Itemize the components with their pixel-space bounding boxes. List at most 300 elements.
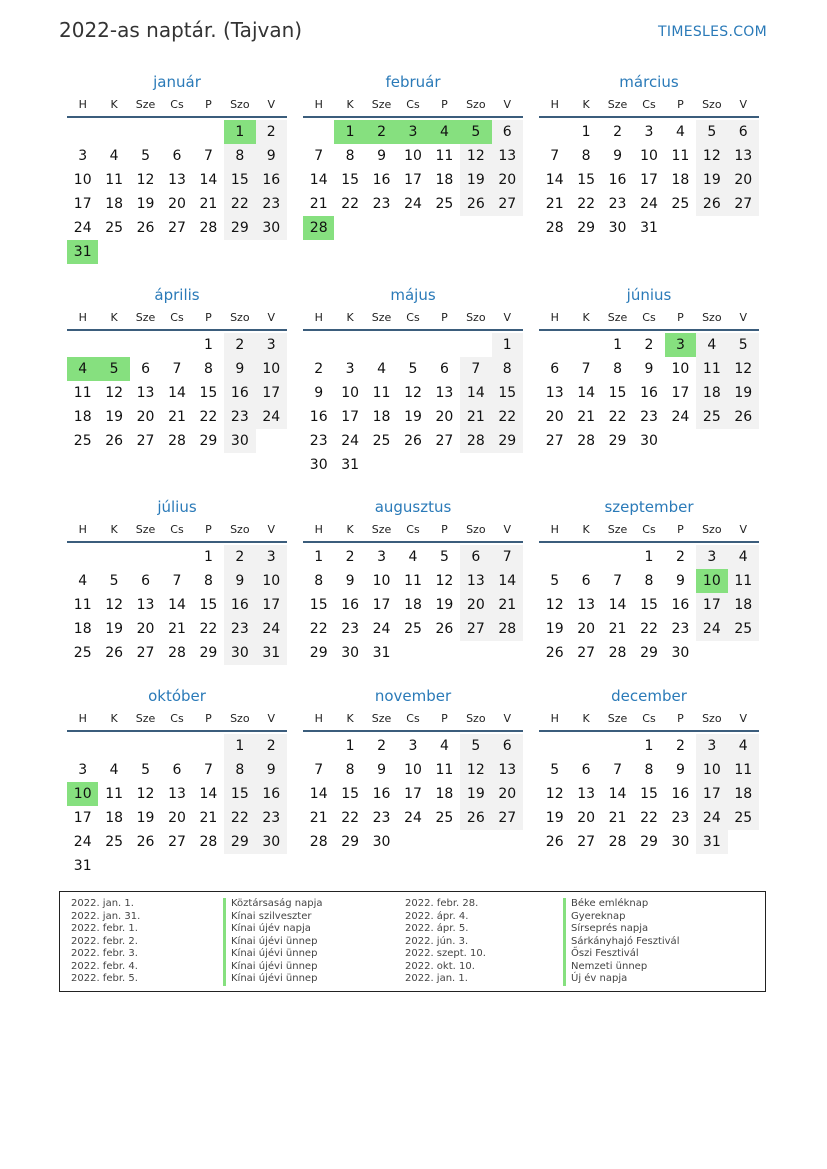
day-cell: 18 <box>728 593 759 617</box>
day-cell: 28 <box>545 220 564 236</box>
day-cell: 26 <box>545 645 564 661</box>
day-cell: 14 <box>492 569 523 593</box>
weekday-label: P <box>677 712 684 725</box>
empty-cell <box>130 120 161 144</box>
day-cell: 25 <box>105 220 124 236</box>
day-cell: 14 <box>460 381 491 405</box>
day-cell: 18 <box>372 409 391 425</box>
month-április <box>67 283 287 453</box>
day-cell: 24 <box>404 196 422 212</box>
day-cell: 11 <box>105 172 124 188</box>
day-cell: 30 <box>671 645 690 661</box>
day-cell: 8 <box>644 573 654 589</box>
day-cell: 12 <box>105 597 124 613</box>
day-cell: 8 <box>581 148 591 164</box>
weekday-label: Szo <box>702 98 722 111</box>
empty-cell <box>602 734 633 758</box>
holiday-date: 2022. febr. 2. <box>71 935 138 947</box>
weekday-label: P <box>677 523 684 536</box>
day-cell: 2 <box>675 549 685 565</box>
day-cell: 26 <box>404 433 422 449</box>
weekday-label: K <box>582 523 590 536</box>
day-cell: 16 <box>309 409 328 425</box>
day-cell: 7 <box>172 361 182 377</box>
weekday-label: Cs <box>170 98 184 111</box>
day-cell: 28 <box>309 834 328 850</box>
month-title: április <box>154 286 200 304</box>
day-cell: 31 <box>372 645 391 661</box>
day-grid <box>539 333 759 453</box>
weekday-label: V <box>503 98 511 111</box>
day-cell: 7 <box>550 148 560 164</box>
day-cell: 13 <box>577 786 596 802</box>
day-cell: 22 <box>341 196 360 212</box>
empty-cell <box>161 120 192 144</box>
day-cell: 18 <box>105 196 124 212</box>
day-cell: 26 <box>136 834 155 850</box>
day-cell: 18 <box>73 409 92 425</box>
weekday-label: K <box>582 311 590 324</box>
empty-cell <box>193 734 224 758</box>
day-cell: 24 <box>404 810 422 826</box>
weekday-label: K <box>346 98 354 111</box>
day-cell: 8 <box>492 357 523 381</box>
day-cell: 30 <box>341 645 360 661</box>
empty-cell <box>303 120 334 144</box>
day-cell: 6 <box>141 361 151 377</box>
month-szeptember <box>539 495 759 665</box>
weekday-label: P <box>205 98 212 111</box>
weekday-header <box>67 309 287 331</box>
day-cell: 17 <box>671 385 690 401</box>
day-cell: 5 <box>141 148 151 164</box>
brand-link[interactable]: TIMESLES.COM <box>658 24 767 40</box>
empty-cell <box>539 333 570 357</box>
day-cell: 30 <box>640 433 658 449</box>
day-cell: 11 <box>435 148 454 164</box>
holiday-dates-col1 <box>71 898 221 986</box>
weekday-label: Sze <box>135 712 156 725</box>
day-grid <box>539 545 759 665</box>
weekday-label: H <box>78 311 87 324</box>
day-cell: 23 <box>341 621 360 637</box>
day-cell: 19 <box>136 196 155 212</box>
day-cell: 28 <box>460 429 491 453</box>
day-cell: 12 <box>136 786 155 802</box>
empty-cell <box>161 545 192 569</box>
weekday-label: K <box>582 98 590 111</box>
month-title: június <box>626 286 672 304</box>
day-cell: 21 <box>608 621 627 637</box>
month-november <box>303 684 523 854</box>
empty-cell <box>130 545 161 569</box>
empty-cell <box>161 734 192 758</box>
weekday-label: H <box>78 712 87 725</box>
day-cell: 24 <box>640 196 658 212</box>
day-cell: 13 <box>492 758 523 782</box>
holiday-date: 2022. jún. 3. <box>405 935 469 947</box>
day-cell: 27 <box>460 617 491 641</box>
weekday-label: V <box>503 523 511 536</box>
day-cell: 19 <box>435 597 454 613</box>
day-cell: 28 <box>199 220 218 236</box>
day-cell: 21 <box>168 409 186 425</box>
day-cell: 19 <box>460 168 491 192</box>
day-cell: 29 <box>224 830 255 854</box>
day-cell: 12 <box>136 172 155 188</box>
day-cell: 28 <box>608 834 627 850</box>
day-cell: 3 <box>256 333 287 357</box>
day-cell: 6 <box>172 148 182 164</box>
day-cell: 21 <box>309 810 328 826</box>
day-cell: 21 <box>199 810 218 826</box>
day-cell: 17 <box>256 381 287 405</box>
day-cell: 11 <box>728 569 759 593</box>
day-cell: 8 <box>314 573 324 589</box>
day-cell: 31 <box>696 830 727 854</box>
day-grid <box>67 545 287 665</box>
page-title: 2022-as naptár. (Tajvan) <box>59 18 303 42</box>
holiday-name: Nemzeti ünnep <box>563 961 753 974</box>
empty-cell <box>98 120 129 144</box>
day-cell: 28 <box>492 617 523 641</box>
day-cell: 8 <box>345 148 355 164</box>
day-cell: 10 <box>73 172 92 188</box>
day-cell: 15 <box>608 385 627 401</box>
holiday-list <box>59 891 766 992</box>
day-cell: 7 <box>613 573 623 589</box>
weekday-label: V <box>267 523 275 536</box>
day-cell: 21 <box>545 196 564 212</box>
day-cell: 24 <box>341 433 360 449</box>
day-cell: 9 <box>224 357 255 381</box>
weekday-label: H <box>550 311 559 324</box>
day-cell: 24 <box>696 617 727 641</box>
day-cell: 20 <box>136 409 155 425</box>
day-cell: 8 <box>224 758 255 782</box>
day-cell: 28 <box>199 834 218 850</box>
holiday-day-cell: 3 <box>665 333 696 357</box>
day-cell: 17 <box>696 782 727 806</box>
day-cell: 11 <box>105 786 124 802</box>
day-cell: 6 <box>581 573 591 589</box>
day-cell: 19 <box>136 810 155 826</box>
holiday-name: Kínai újévi ünnep <box>223 973 398 986</box>
holiday-date: 2022. febr. 5. <box>71 973 138 984</box>
empty-cell <box>539 120 570 144</box>
month-title: július <box>157 498 197 516</box>
day-grid <box>303 734 523 854</box>
day-cell: 27 <box>435 433 454 449</box>
holiday-date: 2022. szept. 10. <box>405 948 486 959</box>
day-cell: 29 <box>608 433 627 449</box>
day-cell: 7 <box>581 361 591 377</box>
day-cell: 27 <box>577 645 596 661</box>
day-cell: 6 <box>460 545 491 569</box>
day-cell: 20 <box>577 621 596 637</box>
day-cell: 22 <box>577 196 596 212</box>
day-cell: 24 <box>372 621 391 637</box>
day-cell: 16 <box>671 786 690 802</box>
day-cell: 26 <box>136 220 155 236</box>
day-cell: 4 <box>696 333 727 357</box>
day-cell: 26 <box>696 192 727 216</box>
day-cell: 22 <box>199 409 218 425</box>
day-cell: 9 <box>675 762 685 778</box>
day-cell: 3 <box>256 545 287 569</box>
weekday-label: Cs <box>642 712 656 725</box>
weekday-header <box>539 710 759 732</box>
weekday-label: V <box>267 98 275 111</box>
weekday-label: Sze <box>607 712 628 725</box>
day-cell: 30 <box>256 216 287 240</box>
day-cell: 3 <box>696 545 727 569</box>
day-cell: 11 <box>372 385 391 401</box>
day-cell: 28 <box>168 433 186 449</box>
weekday-label: K <box>110 311 118 324</box>
day-cell: 24 <box>256 405 287 429</box>
weekday-label: K <box>346 712 354 725</box>
day-cell: 22 <box>309 621 328 637</box>
day-cell: 9 <box>256 144 287 168</box>
holiday-name: Gyereknap <box>563 911 753 924</box>
day-cell: 7 <box>314 762 324 778</box>
holiday-day-cell: 4 <box>67 357 98 381</box>
weekday-label: P <box>441 712 448 725</box>
day-cell: 2 <box>224 333 255 357</box>
weekday-label: Szo <box>702 523 722 536</box>
day-cell: 3 <box>377 549 387 565</box>
day-cell: 18 <box>435 172 454 188</box>
day-cell: 9 <box>675 573 685 589</box>
day-cell: 5 <box>550 762 560 778</box>
day-cell: 7 <box>172 573 182 589</box>
day-cell: 4 <box>728 545 759 569</box>
day-cell: 6 <box>439 361 449 377</box>
day-cell: 29 <box>199 645 218 661</box>
holiday-date: 2022. ápr. 4. <box>405 910 469 922</box>
day-cell: 25 <box>73 645 92 661</box>
weekday-label: Szo <box>466 98 486 111</box>
weekday-label: Szo <box>230 523 250 536</box>
day-cell: 19 <box>404 409 422 425</box>
day-cell: 12 <box>545 786 564 802</box>
day-cell: 13 <box>577 597 596 613</box>
day-cell: 4 <box>675 124 685 140</box>
holiday-name: Kínai újévi ünnep <box>223 948 398 961</box>
weekday-label: H <box>314 712 323 725</box>
month-március <box>539 70 759 240</box>
day-cell: 11 <box>73 597 92 613</box>
day-cell: 6 <box>492 120 523 144</box>
day-cell: 29 <box>341 834 360 850</box>
day-cell: 3 <box>696 734 727 758</box>
day-cell: 13 <box>435 385 454 401</box>
day-grid <box>539 734 759 854</box>
day-cell: 1 <box>314 549 324 565</box>
day-cell: 17 <box>73 196 92 212</box>
day-grid <box>539 120 759 240</box>
empty-cell <box>539 734 570 758</box>
weekday-label: H <box>314 311 323 324</box>
day-cell: 16 <box>372 172 391 188</box>
weekday-label: Szo <box>466 311 486 324</box>
weekday-label: Cs <box>170 311 184 324</box>
holiday-date: 2022. febr. 3. <box>71 948 138 959</box>
empty-cell <box>539 545 570 569</box>
weekday-header <box>67 96 287 118</box>
day-cell: 12 <box>404 385 422 401</box>
day-cell: 9 <box>256 758 287 782</box>
day-cell: 25 <box>372 433 391 449</box>
weekday-label: H <box>550 712 559 725</box>
weekday-label: Cs <box>170 712 184 725</box>
weekday-label: Sze <box>135 311 156 324</box>
day-cell: 20 <box>168 810 186 826</box>
day-cell: 8 <box>613 361 623 377</box>
day-cell: 5 <box>109 573 119 589</box>
day-cell: 25 <box>435 196 454 212</box>
day-cell: 24 <box>671 409 690 425</box>
weekday-label: H <box>314 98 323 111</box>
day-cell: 4 <box>728 734 759 758</box>
month-title: augusztus <box>374 498 452 516</box>
day-cell: 18 <box>73 621 92 637</box>
weekday-label: H <box>78 523 87 536</box>
day-cell: 23 <box>372 196 391 212</box>
day-cell: 4 <box>439 738 449 754</box>
weekday-label: Cs <box>406 311 420 324</box>
day-cell: 18 <box>671 172 690 188</box>
day-cell: 17 <box>696 593 727 617</box>
day-cell: 20 <box>577 810 596 826</box>
day-cell: 2 <box>377 738 387 754</box>
day-cell: 5 <box>696 120 727 144</box>
empty-cell <box>130 734 161 758</box>
day-cell: 22 <box>640 810 658 826</box>
weekday-label: K <box>110 523 118 536</box>
day-cell: 19 <box>460 782 491 806</box>
day-cell: 30 <box>256 830 287 854</box>
day-cell: 27 <box>492 192 523 216</box>
day-cell: 30 <box>608 220 627 236</box>
empty-cell <box>161 333 192 357</box>
holiday-name: Őszi Fesztivál <box>563 948 753 961</box>
weekday-label: K <box>582 712 590 725</box>
day-cell: 18 <box>105 810 124 826</box>
weekday-label: Sze <box>135 523 156 536</box>
empty-cell <box>429 333 460 357</box>
day-cell: 15 <box>492 381 523 405</box>
day-cell: 19 <box>545 810 564 826</box>
day-cell: 12 <box>728 357 759 381</box>
day-cell: 9 <box>613 148 623 164</box>
month-title: szeptember <box>604 498 694 516</box>
holiday-date: 2022. febr. 4. <box>71 960 138 972</box>
day-cell: 25 <box>728 806 759 830</box>
day-cell: 16 <box>256 782 287 806</box>
day-cell: 10 <box>640 148 658 164</box>
day-cell: 16 <box>640 385 658 401</box>
day-cell: 11 <box>404 573 422 589</box>
month-title: október <box>148 687 206 705</box>
day-cell: 20 <box>728 168 759 192</box>
day-cell: 13 <box>168 172 186 188</box>
day-cell: 12 <box>696 144 727 168</box>
day-cell: 8 <box>345 762 355 778</box>
day-cell: 2 <box>256 734 287 758</box>
day-cell: 10 <box>671 361 690 377</box>
day-cell: 3 <box>408 738 418 754</box>
day-cell: 27 <box>492 806 523 830</box>
day-cell: 5 <box>550 573 560 589</box>
weekday-label: V <box>503 311 511 324</box>
day-cell: 27 <box>136 645 155 661</box>
day-cell: 15 <box>199 385 218 401</box>
day-cell: 29 <box>492 429 523 453</box>
day-cell: 21 <box>309 196 328 212</box>
day-cell: 30 <box>224 641 255 665</box>
day-cell: 22 <box>640 621 658 637</box>
day-cell: 2 <box>644 337 654 353</box>
day-cell: 3 <box>644 124 654 140</box>
holiday-name: Köztársaság napja <box>223 898 398 911</box>
holiday-dates-col2 <box>405 898 555 986</box>
day-cell: 4 <box>109 148 119 164</box>
day-cell: 31 <box>256 641 287 665</box>
day-cell: 25 <box>696 405 727 429</box>
day-cell: 23 <box>671 621 690 637</box>
day-cell: 30 <box>671 834 690 850</box>
month-augusztus <box>303 495 523 665</box>
weekday-label: Sze <box>371 311 392 324</box>
holiday-day-cell: 1 <box>334 120 365 144</box>
day-cell: 1 <box>581 124 591 140</box>
day-cell: 29 <box>309 645 328 661</box>
weekday-header <box>539 521 759 543</box>
day-cell: 23 <box>608 196 627 212</box>
day-cell: 17 <box>404 172 422 188</box>
day-cell: 14 <box>577 385 596 401</box>
holiday-day-cell: 1 <box>224 120 255 144</box>
weekday-label: K <box>346 523 354 536</box>
day-cell: 29 <box>640 834 658 850</box>
day-cell: 15 <box>640 597 658 613</box>
holiday-day-cell: 4 <box>429 120 460 144</box>
day-grid <box>303 120 523 240</box>
holiday-date: 2022. okt. 10. <box>405 960 475 972</box>
weekday-header <box>303 710 523 732</box>
holiday-day-cell: 10 <box>696 569 727 593</box>
weekday-label: Cs <box>406 98 420 111</box>
day-cell: 19 <box>728 381 759 405</box>
weekday-label: P <box>205 311 212 324</box>
month-január <box>67 70 287 264</box>
holiday-day-cell: 2 <box>366 120 397 144</box>
holiday-date: 2022. febr. 28. <box>405 898 479 909</box>
day-cell: 17 <box>640 172 658 188</box>
holiday-name: Kínai újévi ünnep <box>223 961 398 974</box>
day-cell: 23 <box>640 409 658 425</box>
day-cell: 11 <box>728 758 759 782</box>
holiday-name: Kínai újév napja <box>223 923 398 936</box>
day-cell: 14 <box>608 597 627 613</box>
weekday-label: P <box>441 98 448 111</box>
holiday-day-cell: 3 <box>397 120 428 144</box>
day-cell: 29 <box>640 645 658 661</box>
day-cell: 27 <box>136 433 155 449</box>
month-május <box>303 283 523 477</box>
